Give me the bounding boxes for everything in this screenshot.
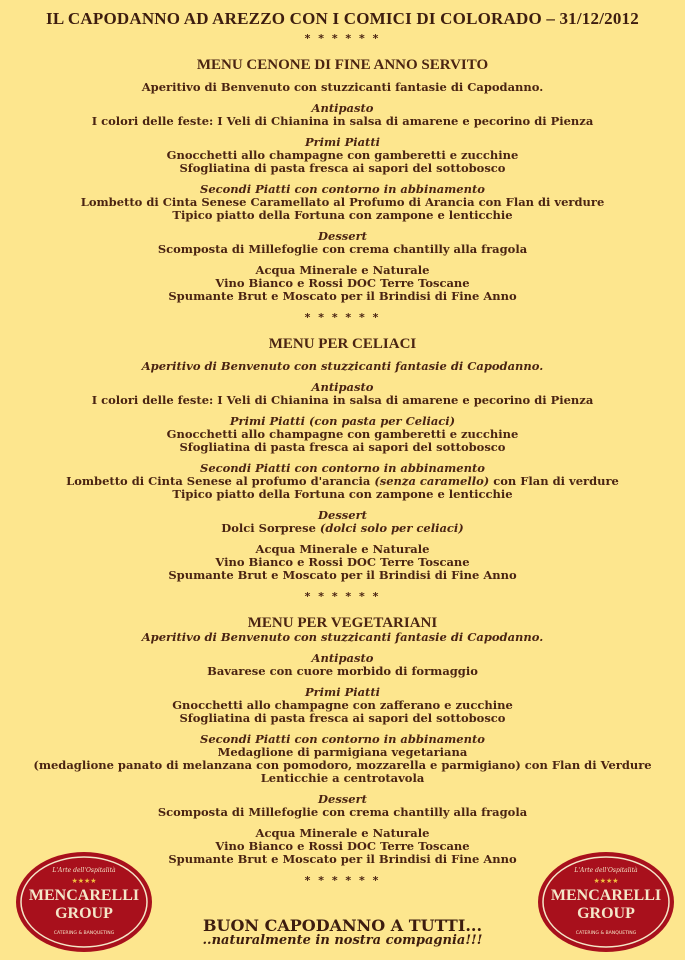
dish-line: Scomposta di Millefoglie con crema chantilly alla fragola (157, 805, 528, 819)
dish-line: (medaglione panato di melanzana con pomodoro, mozzarella e parmigiano) con Flan di Verdure (33, 758, 652, 772)
logo-stars: ★★★★ (71, 877, 97, 885)
dish-line: Sfogliatina di pasta fresca ai sapori del sottobosco (179, 440, 506, 454)
dish-text: Dolci Sorprese (221, 521, 320, 535)
separator: * * * * * * (304, 874, 381, 887)
footer-line-1: BUON CAPODANNO A TUTTI... (202, 916, 483, 935)
dish-line: Medaglione di parmigiana vegetariana (217, 745, 468, 759)
dish-text: con Flan di verdure (489, 474, 619, 488)
dish-line: Gnocchetti allo champagne con zafferano e zucchine (172, 698, 513, 712)
beverage-line: Vino Bianco e Rossi DOC Terre Toscane (215, 555, 470, 569)
dish-line: Scomposta di Millefoglie con crema chantilly alla fragola (157, 242, 528, 256)
logo-name-2: GROUP (577, 905, 635, 922)
separator: * * * * * * (304, 590, 381, 603)
beverage-line: Vino Bianco e Rossi DOC Terre Toscane (215, 276, 470, 290)
logo-stars: ★★★★ (593, 877, 619, 885)
footer-line-2: ..naturalmente in nostra compagnia!!! (202, 933, 483, 948)
logo-tagline: L'Arte dell'Ospitalità (52, 867, 116, 874)
mencarelli-logo (536, 850, 676, 954)
dish-line: I colori delle feste: I Veli di Chianina in salsa di amarene e pecorino di Pienza (91, 114, 594, 128)
company-logo-right (536, 850, 676, 954)
course-heading-primi: Primi Piatti (304, 135, 381, 149)
dish-line: I colori delle feste: I Veli di Chianina in salsa di amarene e pecorino di Pienza (91, 393, 594, 407)
beverage-line: Acqua Minerale e Naturale (255, 263, 430, 277)
menu-heading-vegetariani: MENU PER VEGETARIANI (247, 615, 438, 631)
course-heading-secondi: Secondi Piatti con contorno in abbinamento (200, 461, 485, 475)
dish-note: (senza caramello) (374, 474, 490, 488)
dish-line: Bavarese con cuore morbido di formaggio (207, 664, 478, 678)
logo-tagline: L'Arte dell'Ospitalità (574, 867, 638, 874)
dish-line: Tipico piatto della Fortuna con zampone e lenticchie (172, 208, 513, 222)
course-heading-antipasto: Antipasto (311, 101, 374, 115)
aperitivo-line: Aperitivo di Benvenuto con stuzzicanti fantasie di Capodanno. (141, 359, 544, 373)
mencarelli-logo (14, 850, 154, 954)
logo-sub: CATERING & BANQUETING (575, 931, 637, 936)
aperitivo-line: Aperitivo di Benvenuto con stuzzicanti fantasie di Capodanno. (141, 80, 544, 94)
dish-line: Gnocchetti allo champagne con gamberetti e zucchine (166, 427, 519, 441)
course-heading-dessert: Dessert (318, 792, 367, 806)
course-heading-antipasto: Antipasto (311, 380, 374, 394)
dish-line: Sfogliatina di pasta fresca ai sapori del sottobosco (179, 161, 506, 175)
course-heading-secondi: Secondi Piatti con contorno in abbinamento (200, 182, 485, 196)
logo-name-2: GROUP (55, 905, 113, 922)
separator: * * * * * * (304, 311, 381, 324)
course-heading-dessert: Dessert (318, 229, 367, 243)
dish-note: (dolci solo per celiaci) (319, 521, 464, 535)
company-logo-left (14, 850, 154, 954)
aperitivo-line: Aperitivo di Benvenuto con stuzzicanti fantasie di Capodanno. (141, 630, 544, 644)
dish-line: Lenticchie a centrotavola (260, 771, 425, 785)
course-heading-dessert: Dessert (318, 508, 367, 522)
menu-content (0, 32, 685, 887)
beverage-line: Spumante Brut e Moscato per il Brindisi di Fine Anno (168, 289, 517, 303)
dish-text: Lombetto di Cinta Senese al profumo d'arancia (66, 474, 375, 488)
course-heading-antipasto: Antipasto (311, 651, 374, 665)
beverage-line: Vino Bianco e Rossi DOC Terre Toscane (215, 839, 470, 853)
dish-line (0, 522, 685, 535)
logo-name-1: MENCARELLI (550, 887, 662, 904)
beverage-line: Acqua Minerale e Naturale (255, 826, 430, 840)
logo-sub: CATERING & BANQUETING (53, 931, 115, 936)
course-heading-secondi: Secondi Piatti con contorno in abbinamento (200, 732, 485, 746)
dish-line: Sfogliatina di pasta fresca ai sapori del sottobosco (179, 711, 506, 725)
course-heading-primi: Primi Piatti (304, 685, 381, 699)
menu-heading-cenone: MENU CENONE DI FINE ANNO SERVITO (196, 57, 489, 73)
course-heading-primi: Primi Piatti (con pasta per Celiaci) (229, 414, 456, 428)
dish-line: Lombetto di Cinta Senese Caramellato al Profumo di Arancia con Flan di verdure (80, 195, 605, 209)
page-title: IL CAPODANNO AD AREZZO CON I COMICI DI COLORADO – 31/12/2012 (46, 9, 639, 28)
beverage-line: Spumante Brut e Moscato per il Brindisi di Fine Anno (168, 852, 517, 866)
beverage-line: Spumante Brut e Moscato per il Brindisi di Fine Anno (168, 568, 517, 582)
separator: * * * * * * (304, 32, 381, 45)
menu-heading-celiaci: MENU PER CELIACI (268, 336, 417, 352)
logo-name-1: MENCARELLI (28, 887, 140, 904)
dish-line: Gnocchetti allo champagne con gamberetti e zucchine (166, 148, 519, 162)
dish-line: Tipico piatto della Fortuna con zampone e lenticchie (172, 487, 513, 501)
beverage-line: Acqua Minerale e Naturale (255, 542, 430, 556)
